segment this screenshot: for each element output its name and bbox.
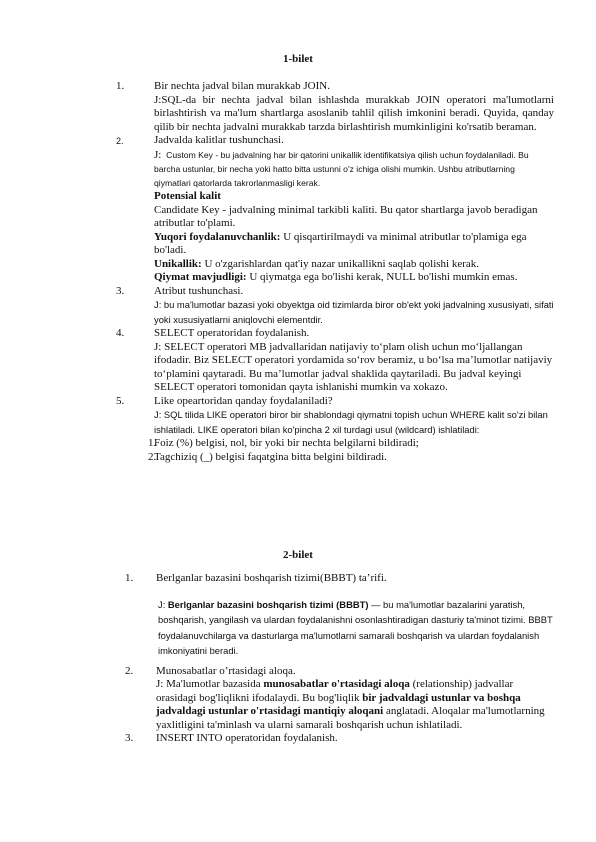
list-number: 1. xyxy=(148,437,157,450)
answer-text xyxy=(156,597,554,659)
question-text: Atribut tushunchasi. xyxy=(154,284,244,297)
answer-prefix: J: xyxy=(158,598,168,610)
question-text: Bir nechta jadval bilan murakkab JOIN. xyxy=(154,80,330,92)
question-text: SELECT operatoridan foydalanish. xyxy=(154,327,310,340)
question-item xyxy=(116,80,554,134)
answer-part: anglatadi. Aloqalar ma'lumotlarning yaxlitligini ta'minlash va ularni samarali boshqarish uchun ishlatiladi. xyxy=(156,705,545,731)
answer-text xyxy=(156,678,554,732)
question-item xyxy=(116,285,554,328)
question-text: Munosabatlar o’rtasidagi aloqa. xyxy=(156,664,296,677)
uniqueness-line xyxy=(154,258,554,272)
ticket-2-title: 2-bilet xyxy=(283,549,313,561)
question-item xyxy=(116,732,554,746)
question-item xyxy=(116,327,554,395)
answer-body: — bu ma'lumotlar bazalarini yaratish, boshqarish, yangilash va ulardan foydalanishni osonlashtiradigan dasturiy ta'minot tizimi. BBBT foydalanuvchilarga va dasturlarga ma'lumotlarni samarali boshqarish va ulardan foydalanish imkoniyatini beradi. xyxy=(158,598,553,656)
potential-key-heading: Potensial kalit xyxy=(154,190,221,202)
question-item xyxy=(116,134,554,285)
question-number: 2. xyxy=(125,664,134,677)
answer-part: J: Ma'lumotlar bazasida xyxy=(156,678,264,690)
answer-bold-term: munosabatlar o'rtasidagi aloqa xyxy=(263,678,410,690)
question-number: 3. xyxy=(116,284,125,297)
upper-usability-text: U qisqartirilmaydi va minimal atributlar to'plamiga ega bo'ladi. xyxy=(154,230,527,256)
question-number: 3. xyxy=(125,732,134,744)
answer-bold-term: Berlganlar bazasini boshqarish tizimi (BBBT) xyxy=(167,598,369,610)
question-item xyxy=(116,395,554,465)
upper-usability-line xyxy=(154,231,554,258)
ticket-2-section xyxy=(116,572,554,746)
question-text: Jadvalda kalitlar tushunchasi. xyxy=(154,134,284,146)
value-existence-text: U qiymatga ega bo'lishi kerak, NULL bo'lishi mumkin emas. xyxy=(246,271,518,283)
list-text: Foiz (%) belgisi, nol, bir yoki bir nechta belgilarni bildiradi; xyxy=(154,437,419,450)
question-number: 1. xyxy=(125,572,134,584)
question-text: Like opeartoridan qanday foydalaniladi? xyxy=(154,394,333,407)
value-existence-line xyxy=(154,271,554,285)
answer-text: J: bu ma'lumotlar bazasi yoki obyektga oid tizimlarda biror ob'ekt yoki jadvalning xususiyati, sifati yoki xususiyatlarni aniqlovchi elementdir. xyxy=(154,299,554,325)
question-text: Berlganlar bazasini boshqarish tizimi(BBBT) ta’rifi. xyxy=(156,572,387,584)
uniqueness-text: U o'zgarishlardan qat'iy nazar unikallikni saqlab qolishi kerak. xyxy=(201,257,480,270)
ticket-1-title: 1-bilet xyxy=(283,53,313,65)
list-number: 2. xyxy=(148,450,157,463)
answer-part: (relationship) jadvallar orasidagi bog'liqlikni ifodalaydi. Bu bog'liqlik xyxy=(156,678,514,704)
answer-text: J:SQL-da bir nechta jadval bilan ishlashda murakkab JOIN operatori ma'lumotlarni birlashtirish va ma'lum shartlarga asoslanib tahlil qilish imkonini beradi. Quyida, qanday qilib bir nechta jadvalni murakkab tarzda birlashtirish mumkinligini ko'rsatib beraman. xyxy=(154,93,554,133)
question-item xyxy=(116,665,554,733)
upper-usability-label: Yuqori foydalanuvchanlik: xyxy=(154,230,281,243)
question-item xyxy=(116,572,554,665)
question-number: 5. xyxy=(116,394,125,407)
ticket-1-section xyxy=(116,80,554,464)
question-number: 4. xyxy=(116,327,125,340)
list-text: Tagchiziq (_) belgisi faqatgina bitta belgini bildiradi. xyxy=(154,450,387,463)
answer-text: J: SQL tilida LIKE operatori biror bir shablondagi qiymatni topish uchun WHERE kalit so'zi bilan ishlatiladi. LIKE operatori bilan ko'pincha 2 xil turdagi usul (wildcard) ishlatiladi: xyxy=(154,409,548,435)
spacer xyxy=(156,586,554,597)
answer-text xyxy=(154,148,554,191)
answer-prefix: J: xyxy=(154,148,162,161)
question-text: INSERT INTO operatoridan foydalanish. xyxy=(156,732,338,744)
uniqueness-label: Unikallik: xyxy=(154,257,202,270)
question-number: 1. xyxy=(116,80,125,92)
question-number: 2. xyxy=(116,136,124,146)
answer-bold-term: bir jadvaldagi ustunlar va boshqa jadvaldagi ustunlar o'rtasidagi mantiqiy aloqani xyxy=(156,691,521,717)
list-item xyxy=(148,437,554,451)
answer-text: J: SELECT operatori MB jadvallaridan natijaviy to‘plam olish uchun mo‘ljallangan ifodadir. Biz SELECT operatori yordamida so‘rov beramiz, u bo‘lsa ma’lumotlar natijaviy to‘plamini qaytaradi. Bu ma’lumotlar jadval shaklida qaytariladi. Bu jadval keyingi SELECT operatori tomonidan qayta ishlanishi mumkin va xokazo. xyxy=(154,340,553,394)
answer-body: Custom Key - bu jadvalning har bir qatorini unikallik identifikatsiya qilish uchun foydalaniladi. Bu barcha ustunlar, bir necha yoki hatto bitta ustunni o'z ichiga olishi mumkin. Ushbu atributlarning qiymatlari qatorlarda takrorlanmasligi kerak. xyxy=(154,149,529,188)
value-existence-label: Qiymat mavjudligi: xyxy=(154,271,247,283)
potential-key-text: Candidate Key - jadvalning minimal tarkibli kaliti. Bu qator shartlarga javob beradigan atributlar to'plami. xyxy=(154,203,538,229)
list-item xyxy=(148,450,554,465)
